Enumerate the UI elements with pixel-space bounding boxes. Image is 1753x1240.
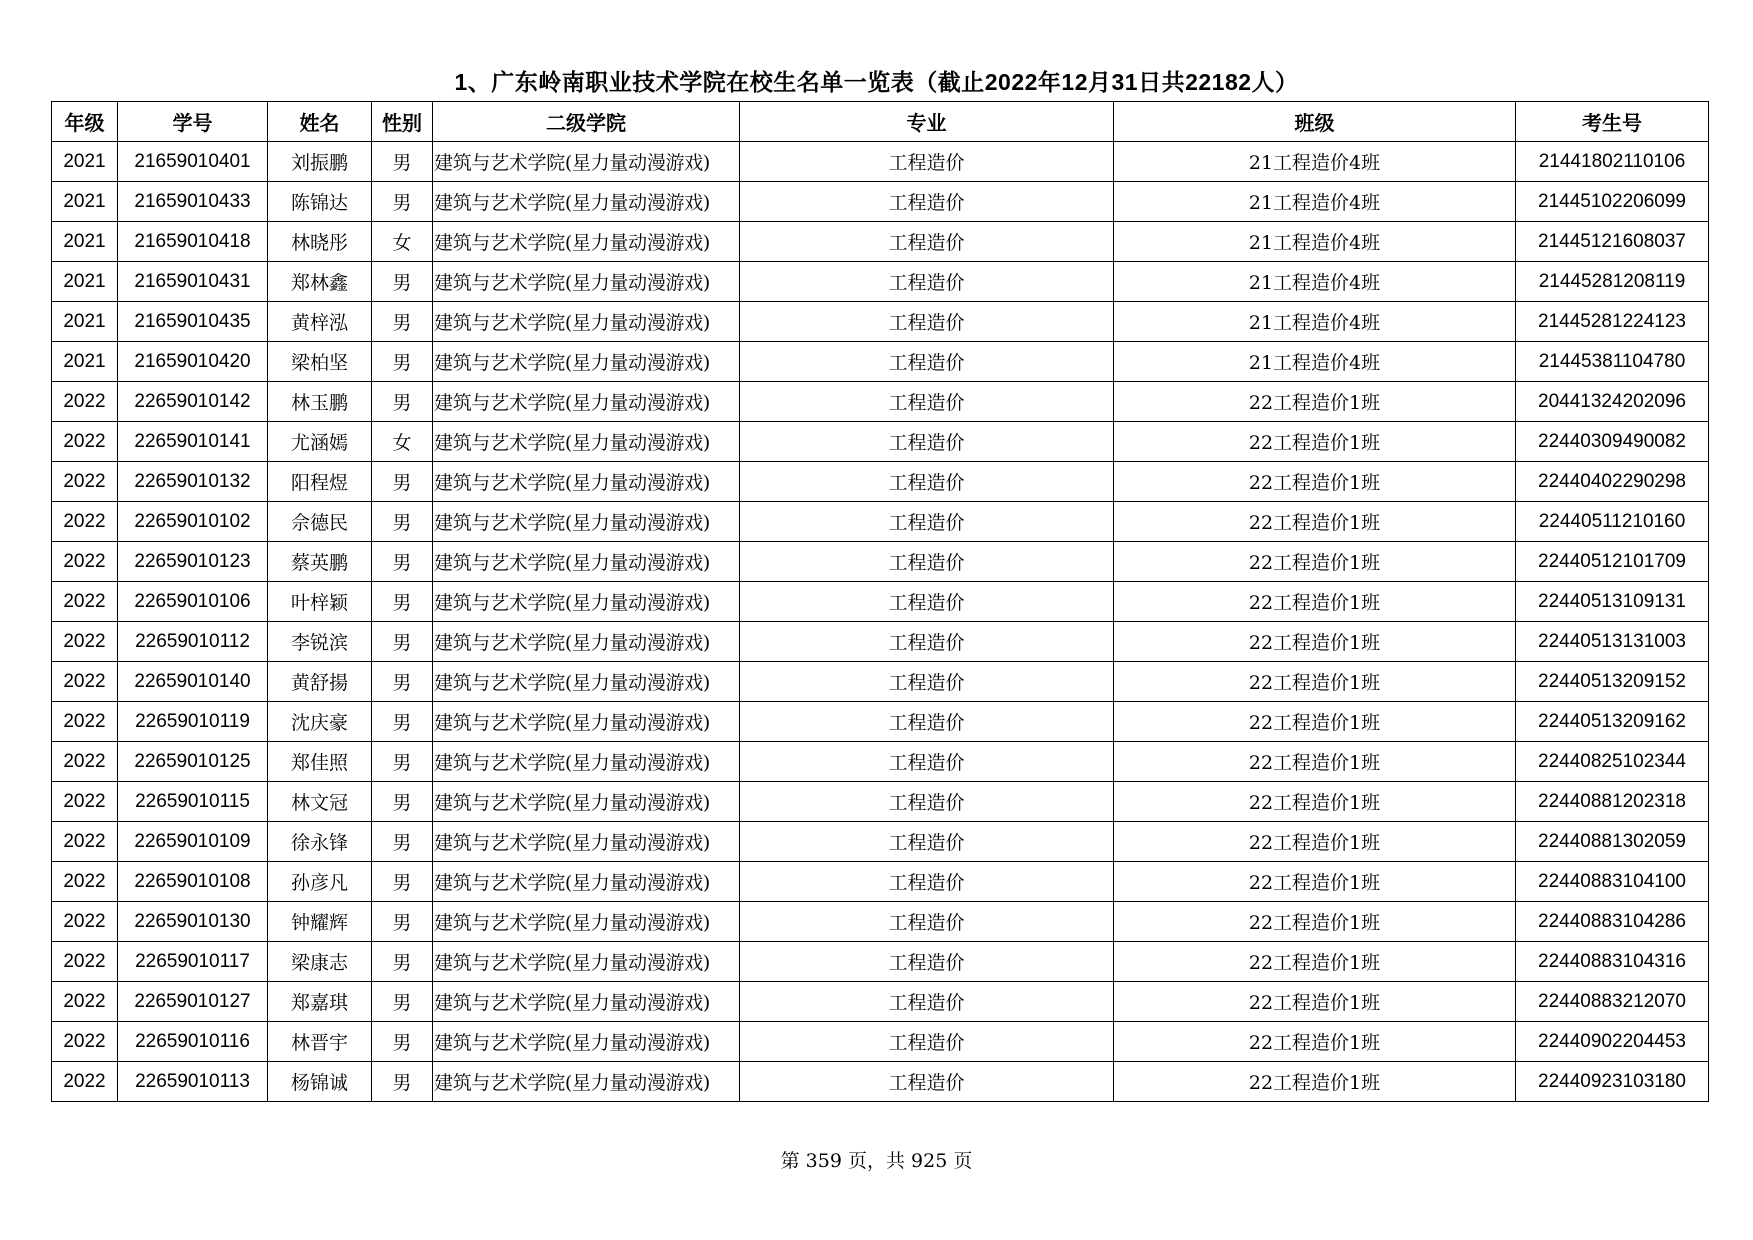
student-id-cell: 22659010130 [118,902,268,942]
class-cell: 22工程造价1班 [1114,862,1516,902]
exam-number-cell: 21445281208119 [1516,262,1709,302]
table-row [52,702,1709,742]
class-cell: 22工程造价1班 [1114,622,1516,662]
exam-number-cell: 22440883104316 [1516,942,1709,982]
student-id-cell: 21659010433 [118,182,268,222]
gender-cell: 男 [372,662,433,702]
college-cell: 建筑与艺术学院(星力量动漫游戏) [433,382,740,422]
name-cell: 叶梓颖 [268,582,372,622]
name-cell: 林晋宇 [268,1022,372,1062]
major-cell: 工程造价 [740,622,1114,662]
college-cell: 建筑与艺术学院(星力量动漫游戏) [433,862,740,902]
gender-cell: 男 [372,982,433,1022]
gender-cell: 男 [372,462,433,502]
class-cell: 22工程造价1班 [1114,822,1516,862]
college-cell: 建筑与艺术学院(星力量动漫游戏) [433,982,740,1022]
name-cell: 李锐滨 [268,622,372,662]
table-row [52,422,1709,462]
name-cell: 郑林鑫 [268,262,372,302]
gender-cell: 男 [372,942,433,982]
college-cell: 建筑与艺术学院(星力量动漫游戏) [433,1022,740,1062]
major-cell: 工程造价 [740,182,1114,222]
major-cell: 工程造价 [740,262,1114,302]
exam-number-cell: 22440511210160 [1516,502,1709,542]
table-row [52,982,1709,1022]
gender-cell: 女 [372,222,433,262]
name-cell: 黄梓泓 [268,302,372,342]
student-id-cell: 22659010123 [118,542,268,582]
gender-cell: 男 [372,702,433,742]
student-id-cell: 22659010109 [118,822,268,862]
grade-cell: 2022 [52,862,118,902]
gender-cell: 男 [372,1062,433,1102]
student-id-cell: 22659010125 [118,742,268,782]
page-title: 1、广东岭南职业技术学院在校生名单一览表（截止2022年12月31日共22182人） [454,69,1299,95]
class-cell: 22工程造价1班 [1114,502,1516,542]
college-cell: 建筑与艺术学院(星力量动漫游戏) [433,302,740,342]
table-row [52,502,1709,542]
major-cell: 工程造价 [740,662,1114,702]
class-cell: 22工程造价1班 [1114,462,1516,502]
class-cell: 22工程造价1班 [1114,982,1516,1022]
class-cell: 22工程造价1班 [1114,1022,1516,1062]
class-cell: 21工程造价4班 [1114,182,1516,222]
grade-cell: 2022 [52,422,118,462]
college-cell: 建筑与艺术学院(星力量动漫游戏) [433,582,740,622]
exam-number-cell: 22440883104286 [1516,902,1709,942]
name-cell: 杨锦诚 [268,1062,372,1102]
grade-cell: 2022 [52,742,118,782]
major-cell: 工程造价 [740,542,1114,582]
name-cell: 孙彦凡 [268,862,372,902]
college-cell: 建筑与艺术学院(星力量动漫游戏) [433,262,740,302]
table-row [52,1022,1709,1062]
class-cell: 21工程造价4班 [1114,142,1516,182]
gender-cell: 男 [372,822,433,862]
college-cell: 建筑与艺术学院(星力量动漫游戏) [433,902,740,942]
exam-number-cell: 22440923103180 [1516,1062,1709,1102]
class-cell: 22工程造价1班 [1114,662,1516,702]
exam-number-cell: 22440309490082 [1516,422,1709,462]
grade-cell: 2021 [52,222,118,262]
name-cell: 刘振鹏 [268,142,372,182]
exam-number-cell: 21445102206099 [1516,182,1709,222]
major-cell: 工程造价 [740,462,1114,502]
student-id-cell: 22659010116 [118,1022,268,1062]
table-row [52,302,1709,342]
major-cell: 工程造价 [740,1022,1114,1062]
header-exam-number: 考生号 [1516,102,1709,142]
class-cell: 21工程造价4班 [1114,342,1516,382]
college-cell: 建筑与艺术学院(星力量动漫游戏) [433,1062,740,1102]
class-cell: 22工程造价1班 [1114,902,1516,942]
class-cell: 22工程造价1班 [1114,542,1516,582]
student-id-cell: 21659010420 [118,342,268,382]
exam-number-cell: 21441802110106 [1516,142,1709,182]
table-row [52,902,1709,942]
table-row [52,782,1709,822]
gender-cell: 男 [372,902,433,942]
class-cell: 22工程造价1班 [1114,742,1516,782]
student-id-cell: 22659010119 [118,702,268,742]
exam-number-cell: 22440883212070 [1516,982,1709,1022]
name-cell: 沈庆豪 [268,702,372,742]
table-row [52,742,1709,782]
grade-cell: 2022 [52,1062,118,1102]
table-row [52,142,1709,182]
header-name: 姓名 [268,102,372,142]
gender-cell: 男 [372,862,433,902]
grade-cell: 2022 [52,662,118,702]
major-cell: 工程造价 [740,782,1114,822]
gender-cell: 男 [372,182,433,222]
gender-cell: 男 [372,262,433,302]
student-roster-table [51,101,1709,1102]
table-row [52,942,1709,982]
student-id-cell: 22659010113 [118,1062,268,1102]
table-row [52,182,1709,222]
college-cell: 建筑与艺术学院(星力量动漫游戏) [433,702,740,742]
gender-cell: 男 [372,542,433,582]
exam-number-cell: 22440825102344 [1516,742,1709,782]
exam-number-cell: 22440881302059 [1516,822,1709,862]
exam-number-cell: 21445381104780 [1516,342,1709,382]
header-college: 二级学院 [433,102,740,142]
name-cell: 陈锦达 [268,182,372,222]
gender-cell: 男 [372,1022,433,1062]
student-id-cell: 22659010102 [118,502,268,542]
table-row [52,1062,1709,1102]
major-cell: 工程造价 [740,302,1114,342]
gender-cell: 男 [372,582,433,622]
major-cell: 工程造价 [740,502,1114,542]
exam-number-cell: 22440881202318 [1516,782,1709,822]
grade-cell: 2022 [52,902,118,942]
major-cell: 工程造价 [740,142,1114,182]
major-cell: 工程造价 [740,902,1114,942]
exam-number-cell: 21445121608037 [1516,222,1709,262]
table-row [52,662,1709,702]
grade-cell: 2022 [52,502,118,542]
college-cell: 建筑与艺术学院(星力量动漫游戏) [433,942,740,982]
name-cell: 钟耀辉 [268,902,372,942]
gender-cell: 男 [372,622,433,662]
header-grade: 年级 [52,102,118,142]
major-cell: 工程造价 [740,342,1114,382]
college-cell: 建筑与艺术学院(星力量动漫游戏) [433,502,740,542]
major-cell: 工程造价 [740,382,1114,422]
name-cell: 蔡英鹏 [268,542,372,582]
table-row [52,222,1709,262]
table-row [52,382,1709,422]
name-cell: 林文冠 [268,782,372,822]
student-id-cell: 22659010108 [118,862,268,902]
class-cell: 22工程造价1班 [1114,582,1516,622]
gender-cell: 男 [372,342,433,382]
student-id-cell: 22659010132 [118,462,268,502]
student-id-cell: 22659010117 [118,942,268,982]
grade-cell: 2022 [52,382,118,422]
grade-cell: 2021 [52,302,118,342]
grade-cell: 2022 [52,782,118,822]
header-student-id: 学号 [118,102,268,142]
college-cell: 建筑与艺术学院(星力量动漫游戏) [433,662,740,702]
header-class: 班级 [1114,102,1516,142]
grade-cell: 2022 [52,982,118,1022]
college-cell: 建筑与艺术学院(星力量动漫游戏) [433,422,740,462]
header-major: 专业 [740,102,1114,142]
student-id-cell: 22659010115 [118,782,268,822]
student-id-cell: 22659010127 [118,982,268,1022]
table-row [52,342,1709,382]
grade-cell: 2022 [52,582,118,622]
student-id-cell: 22659010140 [118,662,268,702]
name-cell: 佘德民 [268,502,372,542]
gender-cell: 男 [372,502,433,542]
name-cell: 尤涵嫣 [268,422,372,462]
student-id-cell: 21659010401 [118,142,268,182]
table-row [52,862,1709,902]
college-cell: 建筑与艺术学院(星力量动漫游戏) [433,822,740,862]
college-cell: 建筑与艺术学院(星力量动漫游戏) [433,622,740,662]
gender-cell: 男 [372,782,433,822]
student-id-cell: 21659010431 [118,262,268,302]
class-cell: 22工程造价1班 [1114,782,1516,822]
grade-cell: 2022 [52,542,118,582]
college-cell: 建筑与艺术学院(星力量动漫游戏) [433,542,740,582]
table-row [52,582,1709,622]
name-cell: 郑嘉琪 [268,982,372,1022]
exam-number-cell: 22440902204453 [1516,1022,1709,1062]
gender-cell: 男 [372,302,433,342]
student-id-cell: 22659010142 [118,382,268,422]
exam-number-cell: 22440513209152 [1516,662,1709,702]
grade-cell: 2021 [52,182,118,222]
major-cell: 工程造价 [740,742,1114,782]
major-cell: 工程造价 [740,222,1114,262]
exam-number-cell: 22440513109131 [1516,582,1709,622]
college-cell: 建筑与艺术学院(星力量动漫游戏) [433,462,740,502]
name-cell: 梁康志 [268,942,372,982]
name-cell: 林玉鹏 [268,382,372,422]
name-cell: 徐永锋 [268,822,372,862]
college-cell: 建筑与艺术学院(星力量动漫游戏) [433,742,740,782]
gender-cell: 男 [372,142,433,182]
major-cell: 工程造价 [740,982,1114,1022]
college-cell: 建筑与艺术学院(星力量动漫游戏) [433,782,740,822]
table-row [52,622,1709,662]
table-row [52,462,1709,502]
table-row [52,262,1709,302]
name-cell: 阳程煜 [268,462,372,502]
class-cell: 22工程造价1班 [1114,702,1516,742]
grade-cell: 2021 [52,142,118,182]
grade-cell: 2022 [52,942,118,982]
name-cell: 郑佳照 [268,742,372,782]
student-id-cell: 22659010141 [118,422,268,462]
major-cell: 工程造价 [740,702,1114,742]
major-cell: 工程造价 [740,822,1114,862]
table-header-row [52,102,1709,142]
grade-cell: 2022 [52,702,118,742]
class-cell: 21工程造价4班 [1114,222,1516,262]
student-id-cell: 22659010112 [118,622,268,662]
grade-cell: 2021 [52,262,118,302]
class-cell: 22工程造价1班 [1114,1062,1516,1102]
exam-number-cell: 22440513209162 [1516,702,1709,742]
major-cell: 工程造价 [740,1062,1114,1102]
class-cell: 22工程造价1班 [1114,422,1516,462]
class-cell: 21工程造价4班 [1114,302,1516,342]
name-cell: 林晓彤 [268,222,372,262]
name-cell: 黄舒揚 [268,662,372,702]
table-row [52,822,1709,862]
grade-cell: 2022 [52,1022,118,1062]
college-cell: 建筑与艺术学院(星力量动漫游戏) [433,222,740,262]
gender-cell: 女 [372,422,433,462]
major-cell: 工程造价 [740,422,1114,462]
grade-cell: 2022 [52,462,118,502]
exam-number-cell: 22440402290298 [1516,462,1709,502]
grade-cell: 2022 [52,622,118,662]
major-cell: 工程造价 [740,582,1114,622]
table-row [52,542,1709,582]
grade-cell: 2021 [52,342,118,382]
exam-number-cell: 21445281224123 [1516,302,1709,342]
college-cell: 建筑与艺术学院(星力量动漫游戏) [433,142,740,182]
name-cell: 梁柏坚 [268,342,372,382]
grade-cell: 2022 [52,822,118,862]
student-id-cell: 21659010435 [118,302,268,342]
major-cell: 工程造价 [740,862,1114,902]
exam-number-cell: 22440883104100 [1516,862,1709,902]
exam-number-cell: 22440513131003 [1516,622,1709,662]
header-gender: 性别 [372,102,433,142]
exam-number-cell: 20441324202096 [1516,382,1709,422]
gender-cell: 男 [372,742,433,782]
class-cell: 22工程造价1班 [1114,942,1516,982]
class-cell: 22工程造价1班 [1114,382,1516,422]
gender-cell: 男 [372,382,433,422]
major-cell: 工程造价 [740,942,1114,982]
student-id-cell: 21659010418 [118,222,268,262]
college-cell: 建筑与艺术学院(星力量动漫游戏) [433,182,740,222]
page-footer: 第 359 页，共 925 页 [780,1150,973,1172]
table-body [52,142,1709,1102]
class-cell: 21工程造价4班 [1114,262,1516,302]
college-cell: 建筑与艺术学院(星力量动漫游戏) [433,342,740,382]
student-id-cell: 22659010106 [118,582,268,622]
exam-number-cell: 22440512101709 [1516,542,1709,582]
